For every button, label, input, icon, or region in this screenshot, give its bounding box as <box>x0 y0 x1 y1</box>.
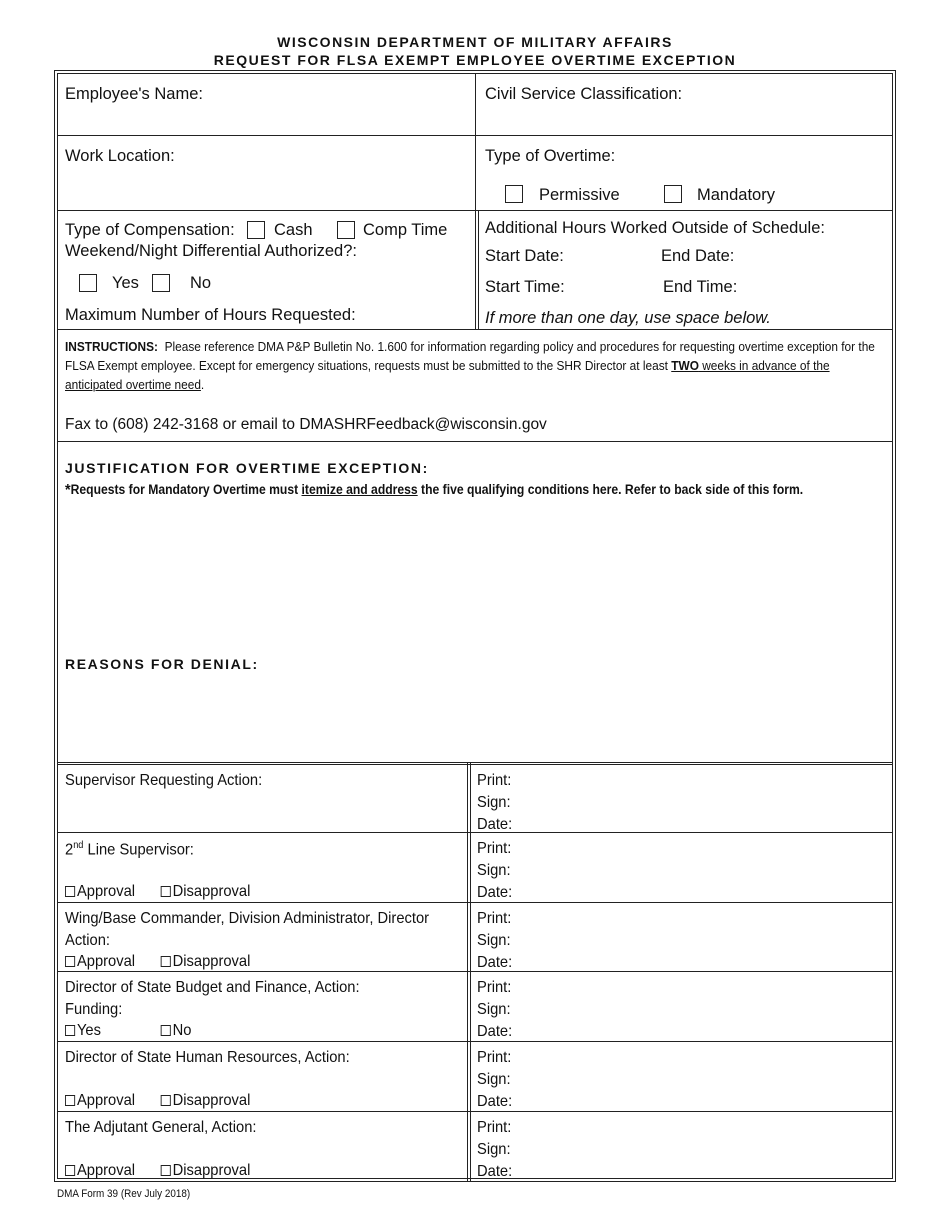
second-line-sup: nd <box>73 840 84 851</box>
instructions-period: . <box>200 377 205 392</box>
sign-label: Sign: <box>477 932 511 949</box>
fax-email-line: Fax to (608) 242-3168 or email to DMASHRFeedback@wisconsin.gov <box>65 416 547 433</box>
row-divider-double <box>57 764 893 765</box>
option-2-checkbox[interactable] <box>161 1025 171 1036</box>
option-2-label: Disapproval <box>172 953 251 970</box>
option-1-label: Approval <box>76 1092 136 1109</box>
sign-label: Sign: <box>477 1071 511 1088</box>
more-than-one-day-note: If more than one day, use space below. <box>485 309 771 327</box>
instructions-advance: weeks in advance of the anticipated overtime need <box>65 358 830 392</box>
signature-row-title: Director of State Human Resources, Action: <box>65 1049 350 1066</box>
max-hours-label: Maximum Number of Hours Requested: <box>65 306 356 324</box>
note-asterisk: * <box>65 482 71 499</box>
permissive-label: Permissive <box>539 186 620 204</box>
option-1-checkbox[interactable] <box>65 1025 75 1036</box>
option-1-checkbox[interactable] <box>65 1165 75 1176</box>
signature-row-title: Wing/Base Commander, Division Administrator, Director <box>65 910 430 927</box>
signature-row-subtitle: Funding: <box>65 1001 123 1018</box>
note-text-a: Requests for Mandatory Overtime must <box>70 482 302 497</box>
row-divider <box>57 135 893 136</box>
civil-service-label: Civil Service Classification: <box>485 85 683 103</box>
differential-yes-label: Yes <box>112 274 139 292</box>
row-divider <box>57 1111 893 1112</box>
date-label: Date: <box>477 816 513 833</box>
differential-no-checkbox[interactable] <box>152 274 170 292</box>
print-label: Print: <box>477 1049 512 1066</box>
sign-label: Sign: <box>477 794 511 811</box>
option-1[interactable] <box>65 883 161 901</box>
comp-time-label: Comp Time <box>363 221 448 239</box>
signature-row-options <box>65 1162 250 1180</box>
signature-row-options <box>65 1092 250 1110</box>
differential-no-label: No <box>190 274 212 292</box>
row-divider <box>57 441 893 442</box>
instructions-two: TWO <box>671 358 699 373</box>
sign-label: Sign: <box>477 1001 511 1018</box>
date-label: Date: <box>477 1163 513 1180</box>
column-divider-signatures-double <box>470 763 471 1181</box>
additional-hours-label: Additional Hours Worked Outside of Schedule: <box>485 219 825 237</box>
row-divider <box>57 329 893 330</box>
start-date-label: Start Date: <box>485 247 564 265</box>
option-2[interactable] <box>161 883 251 901</box>
mandatory-overtime-note <box>65 482 803 500</box>
cash-checkbox[interactable] <box>247 221 265 239</box>
note-text-b: the five qualifying conditions here. Refer to back side of this form. <box>417 482 804 497</box>
option-2-label: Disapproval <box>172 1092 251 1109</box>
option-2-checkbox[interactable] <box>161 886 171 897</box>
date-label: Date: <box>477 1093 513 1110</box>
form-number: DMA Form 39 (Rev July 2018) <box>57 1188 191 1200</box>
start-time-label: Start Time: <box>485 278 565 296</box>
instructions-label: INSTRUCTIONS: <box>65 339 158 354</box>
denial-heading: REASONS FOR DENIAL: <box>65 656 259 672</box>
justification-heading: JUSTIFICATION FOR OVERTIME EXCEPTION: <box>65 460 429 476</box>
option-1-label: Approval <box>76 1162 136 1179</box>
second-line-num: 2 <box>65 841 74 859</box>
employee-name-label: Employee's Name: <box>65 85 203 103</box>
option-1-checkbox[interactable] <box>65 886 75 897</box>
sign-label: Sign: <box>477 1141 511 1158</box>
note-text-underlined: itemize and address <box>301 482 418 497</box>
row-divider <box>57 832 893 833</box>
signature-row-title: Supervisor Requesting Action: <box>65 772 263 789</box>
date-label: Date: <box>477 954 513 971</box>
print-label: Print: <box>477 979 512 996</box>
option-2-checkbox[interactable] <box>161 956 171 967</box>
option-2[interactable] <box>161 1092 251 1110</box>
option-2[interactable] <box>161 1162 251 1180</box>
form-outer-border <box>54 70 896 1182</box>
mandatory-label: Mandatory <box>697 186 775 204</box>
option-2-label: Disapproval <box>172 1162 251 1179</box>
print-label: Print: <box>477 772 512 789</box>
work-location-label: Work Location: <box>65 147 175 165</box>
option-1[interactable] <box>65 1092 161 1110</box>
print-label: Print: <box>477 1119 512 1136</box>
signature-row-title <box>65 840 194 859</box>
end-time-label: End Time: <box>663 278 738 296</box>
signature-row-options <box>65 953 250 971</box>
option-2[interactable] <box>161 953 251 971</box>
option-1-checkbox[interactable] <box>65 1095 75 1106</box>
print-label: Print: <box>477 910 512 927</box>
type-overtime-label: Type of Overtime: <box>485 147 616 165</box>
column-divider-top-double <box>478 211 479 329</box>
option-2[interactable] <box>161 1022 192 1040</box>
column-divider-top <box>475 73 476 329</box>
option-2-checkbox[interactable] <box>161 1095 171 1106</box>
signature-row-title: Director of State Budget and Finance, Action: <box>65 979 360 996</box>
compensation-label: Type of Compensation: <box>65 221 235 239</box>
date-label: Date: <box>477 1023 513 1040</box>
option-2-label: No <box>172 1022 192 1039</box>
end-date-label: End Date: <box>661 247 735 265</box>
option-1[interactable] <box>65 953 161 971</box>
option-1-label: Approval <box>76 883 136 900</box>
print-label: Print: <box>477 840 512 857</box>
row-divider <box>57 902 893 903</box>
row-divider <box>57 971 893 972</box>
instructions-block <box>65 337 880 394</box>
weekend-differential-label: Weekend/Night Differential Authorized?: <box>65 242 357 260</box>
row-divider <box>57 210 893 211</box>
comp-time-checkbox[interactable] <box>337 221 355 239</box>
form-title: REQUEST FOR FLSA EXEMPT EMPLOYEE OVERTIME EXCEPTION <box>213 52 737 68</box>
instructions-text: Please reference DMA P&P Bulletin No. 1.600 for information regarding policy and procedures for requesting overtime exception for the FLSA Exempt employee. Except for emergency situations, requests must be submitted to the SHR Director at least <box>65 339 875 373</box>
signature-row-options <box>65 1022 191 1040</box>
mandatory-checkbox[interactable] <box>664 185 682 203</box>
second-line-rest: Line Supervisor: <box>83 841 194 859</box>
cash-label: Cash <box>274 221 313 239</box>
differential-yes-checkbox[interactable] <box>79 274 97 292</box>
option-1-label: Approval <box>76 953 136 970</box>
option-1-label: Yes <box>76 1022 101 1039</box>
signature-row-subtitle: Action: <box>65 932 111 949</box>
signature-row-options <box>65 883 250 901</box>
option-1[interactable] <box>65 1022 161 1040</box>
row-divider <box>57 762 893 763</box>
option-1[interactable] <box>65 1162 161 1180</box>
column-divider-signatures <box>467 763 468 1181</box>
permissive-checkbox[interactable] <box>505 185 523 203</box>
option-1-checkbox[interactable] <box>65 956 75 967</box>
sign-label: Sign: <box>477 862 511 879</box>
date-label: Date: <box>477 884 513 901</box>
option-2-label: Disapproval <box>172 883 251 900</box>
signature-row-title: The Adjutant General, Action: <box>65 1119 257 1136</box>
row-divider <box>57 1041 893 1042</box>
option-2-checkbox[interactable] <box>161 1165 171 1176</box>
form-agency-title: WISCONSIN DEPARTMENT OF MILITARY AFFAIRS <box>277 34 673 50</box>
